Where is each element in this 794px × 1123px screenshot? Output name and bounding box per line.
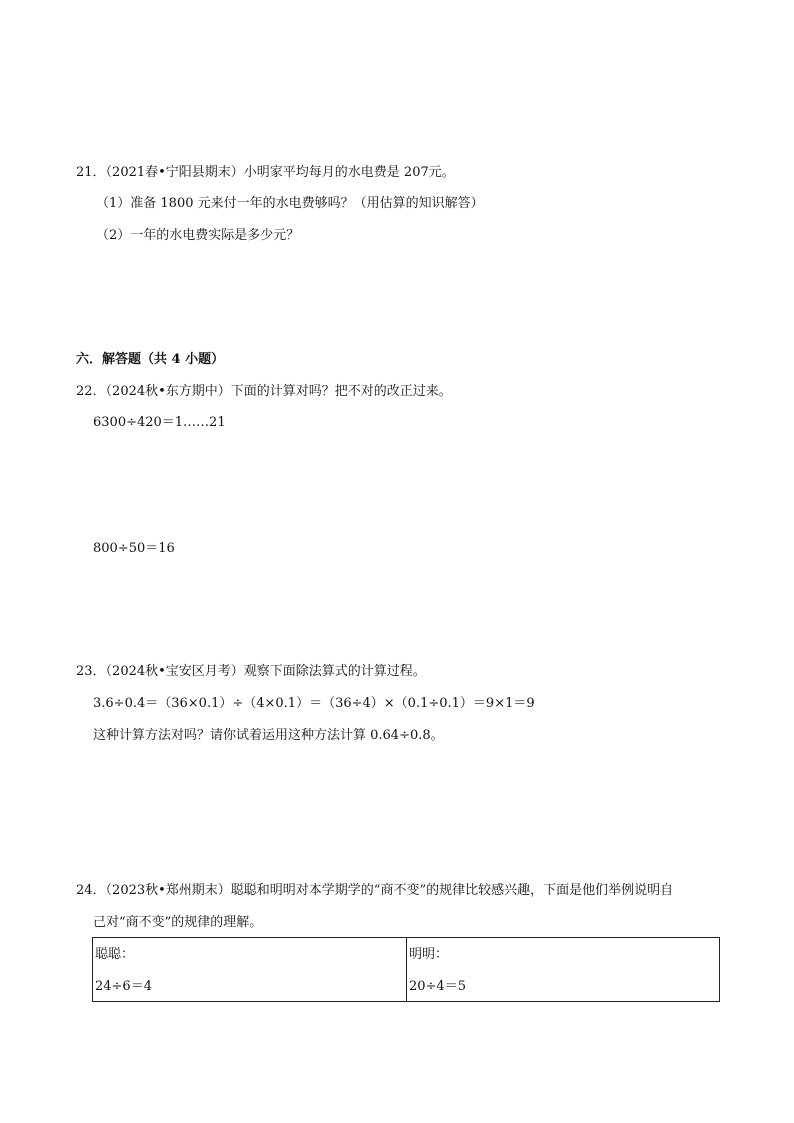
q23-question: 这种计算方法对吗？请你试着运用这种方法计算 0.64÷0.8。 — [93, 728, 444, 743]
q21-part2: （2）一年的水电费实际是多少元？ — [96, 228, 300, 243]
q23-stem: 23．（2024秋•宝安区月考）观察下面除法算式的计算过程。 — [76, 664, 426, 679]
q22-calc1: 6300÷420＝1……21 — [93, 415, 226, 430]
left-cell-example: 24÷6＝4 — [95, 979, 152, 994]
q21-stem: 21．（2021春•宁阳县期末）小明家平均每月的水电费是 207元。 — [76, 165, 455, 180]
q21-part1: （1）准备 1800 元来付一年的水电费够吗？（用估算的知识解答） — [96, 196, 484, 211]
section-heading: 六．解答题（共 4 小题） — [76, 352, 225, 367]
q24-stem-line1: 24．（2023秋•郑州期末）聪聪和明明对本学期学的“商不变”的规律比较感兴趣，下面是他们举例说明自 — [76, 883, 674, 898]
q23-calc: 3.6÷0.4＝（36×0.1）÷（4×0.1）＝（36÷4）×（0.1÷0.1）＝9×1＝9 — [93, 696, 535, 711]
comparison-table — [92, 937, 720, 1002]
q22-stem: 22．（2024秋•东方期中）下面的计算对吗？把不对的改正过来。 — [76, 384, 452, 399]
right-cell-example: 20÷4＝5 — [409, 979, 466, 994]
right-cell-name: 明明： — [409, 947, 449, 962]
q24-stem-line2: 己对“商不变”的规律的理解。 — [93, 915, 263, 930]
left-cell-name: 聪聪： — [95, 947, 135, 962]
table-divider — [406, 938, 407, 1001]
q22-calc2: 800÷50＝16 — [93, 541, 175, 556]
